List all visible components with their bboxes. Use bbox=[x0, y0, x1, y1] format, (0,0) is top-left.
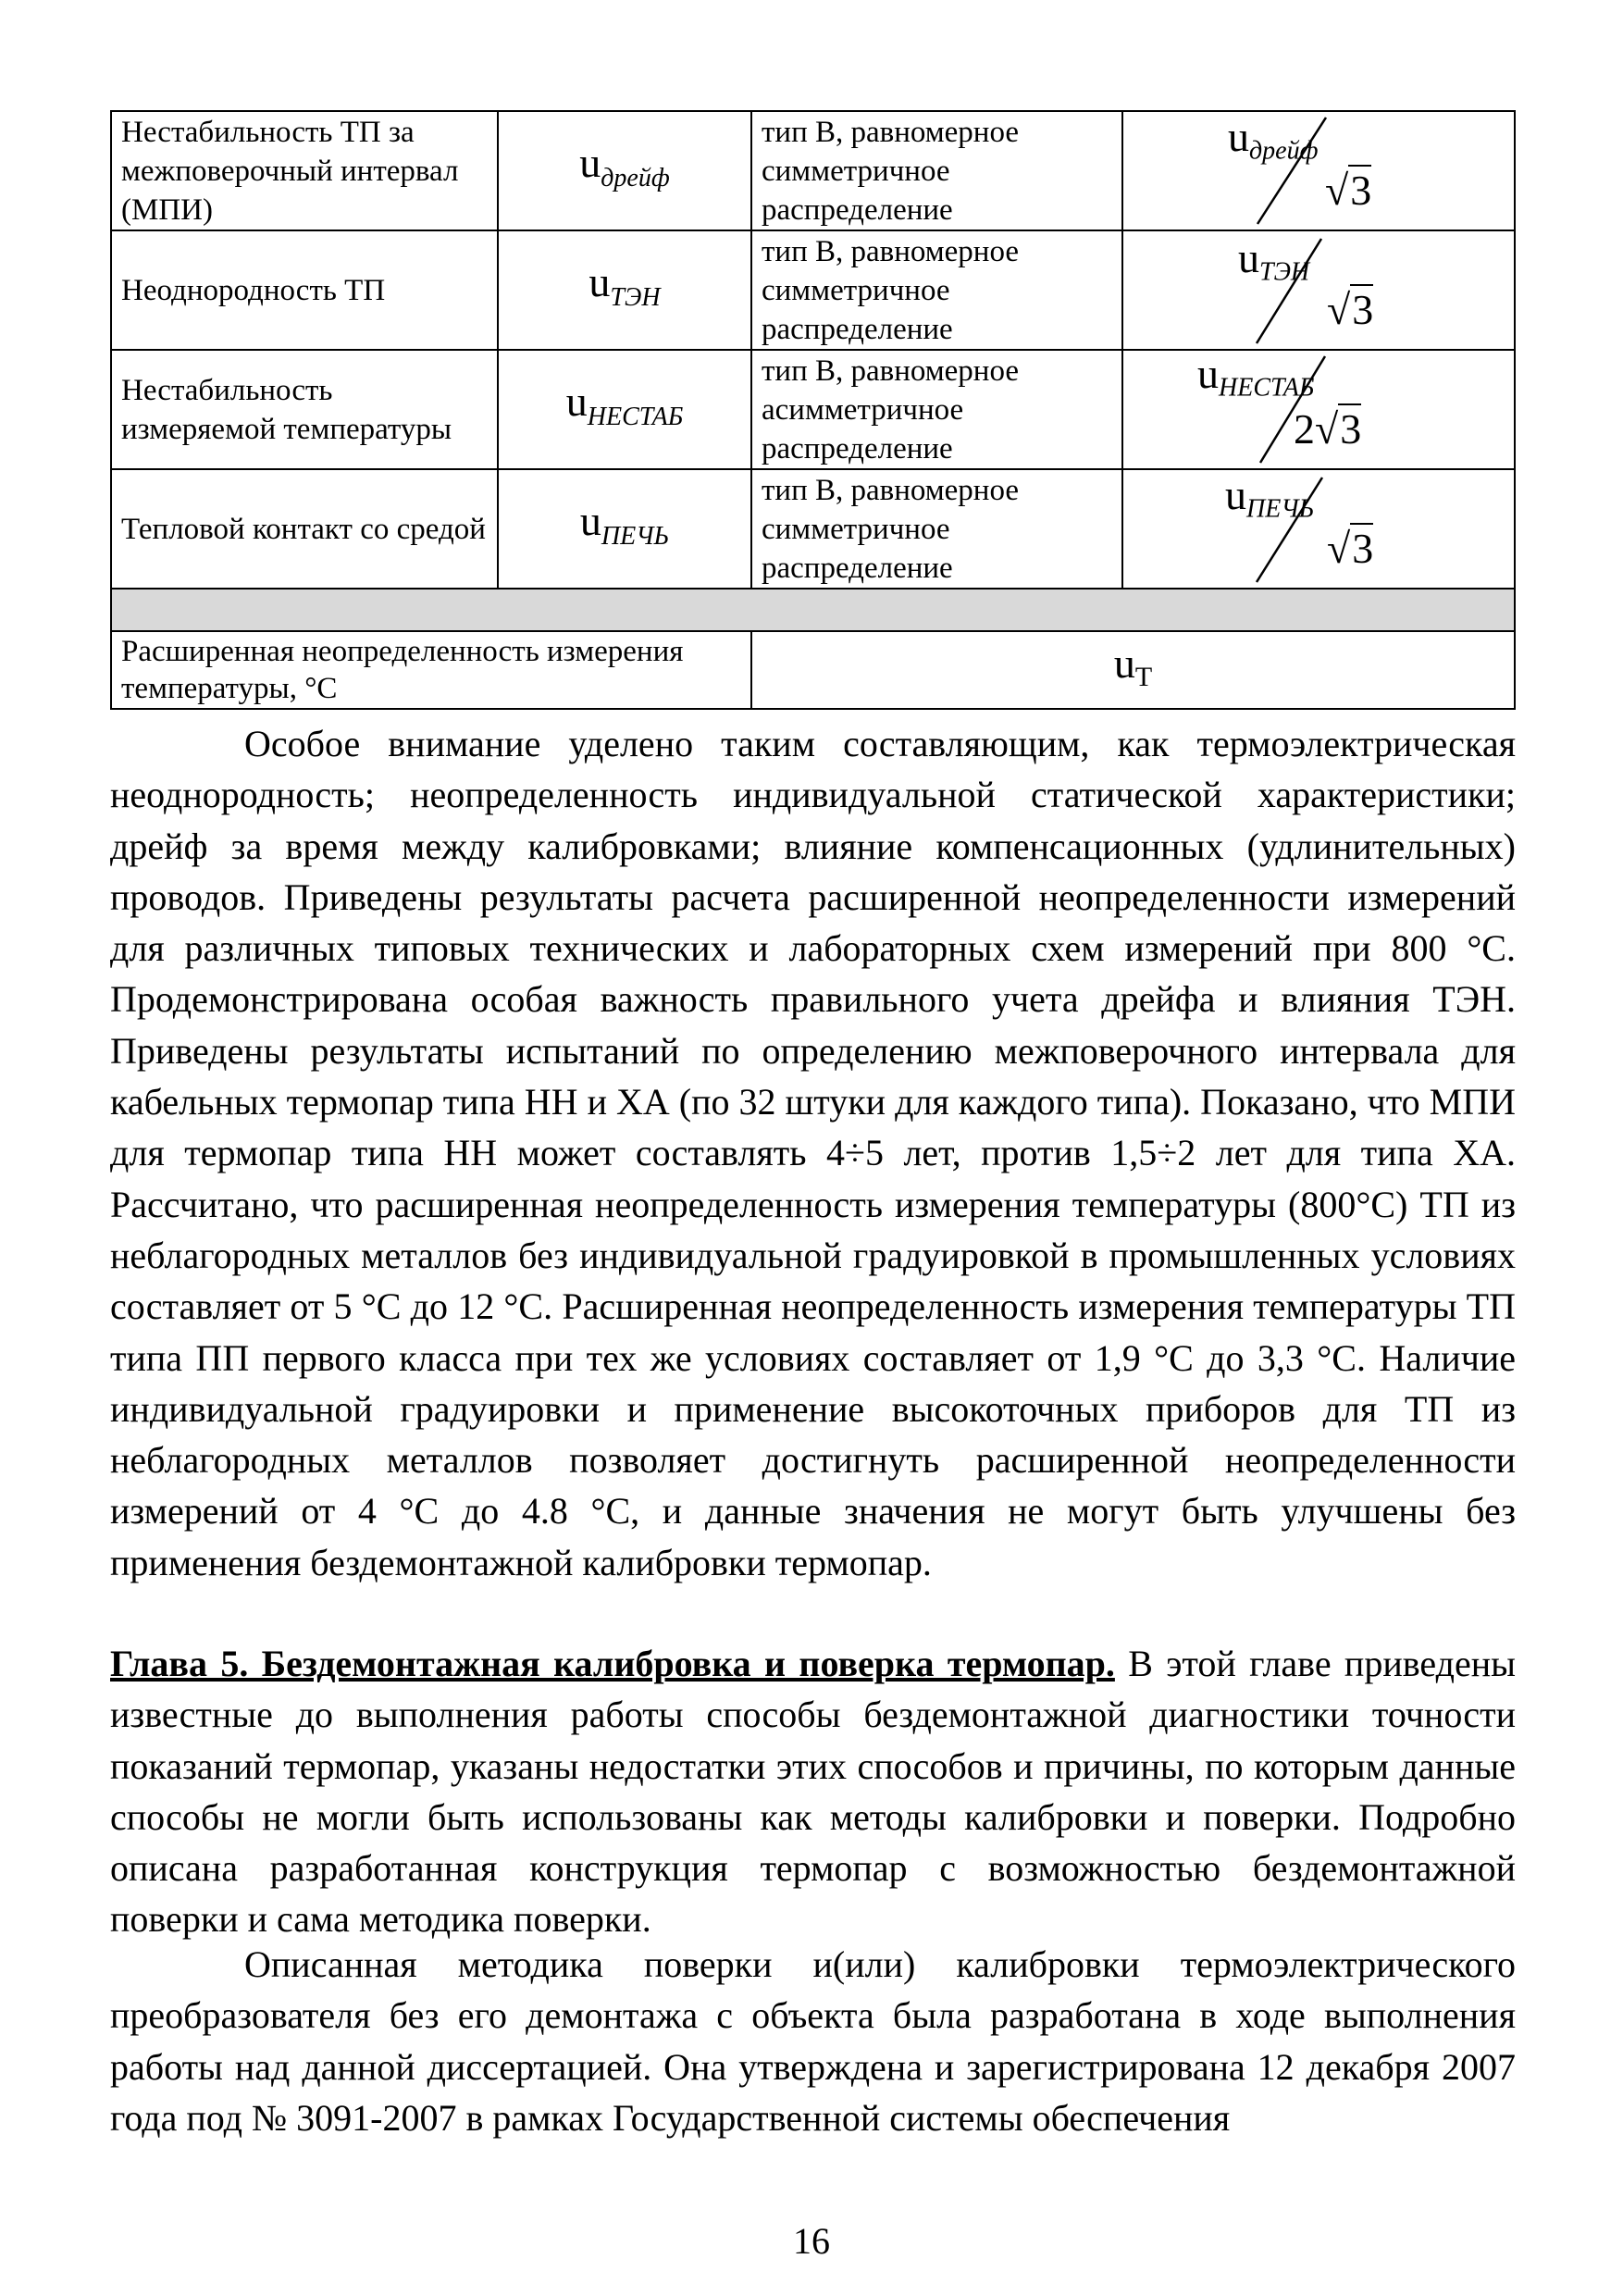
source-cell: Нестабильность измеряемой температуры bbox=[111, 350, 498, 469]
symbol-cell bbox=[498, 111, 751, 230]
uncertainty-symbol: $u_{НЕСТАБ}$ bbox=[565, 378, 684, 431]
distribution-cell: тип B, равномерное симметричное распределение bbox=[751, 111, 1122, 230]
source-cell: Неоднородность ТП bbox=[111, 230, 498, 350]
total-label-cell: Расширенная неопределенность измерения температуры, °С bbox=[111, 631, 751, 709]
uncertainty-symbol: $u_{ТЭН}$ bbox=[588, 258, 661, 312]
expression-numerator: $u_{НЕСТАБ}$ bbox=[1197, 350, 1315, 403]
fraction-slash bbox=[1123, 231, 1468, 349]
symbol-cell bbox=[498, 350, 751, 469]
page-number: 16 bbox=[793, 2220, 830, 2262]
table-total-row bbox=[111, 631, 1515, 709]
expression-denominator: 2√3 bbox=[1294, 405, 1362, 453]
expression-denominator: √3 bbox=[1327, 286, 1374, 333]
chapter-heading: Глава 5. Бездемонтажная калибровка и поверка термопар. bbox=[110, 1643, 1115, 1684]
total-uncertainty-symbol: $u_T$ bbox=[1113, 639, 1153, 692]
expression-numerator: $u_{дрейф}$ bbox=[1228, 113, 1319, 166]
expression-cell bbox=[1122, 350, 1515, 469]
uncertainty-symbol: $u_{ПЕЧЬ}$ bbox=[579, 497, 670, 551]
expression-numerator: $u_{ТЭН}$ bbox=[1238, 234, 1310, 287]
chapter-paragraph: Глава 5. Бездемонтажная калибровка и поверка термопар. В этой главе приведены известные до выполнения работы способы бездемонтажной диагностики точности показаний термопар, указаны недостатки этих способов и причины, по которым данные способы не могли быть использованы как методы калибровки и поверки. Подробно описана разработанная конструкция термопар с возможностью бездемонтажной поверки и сама методика поверки. bbox=[110, 1643, 1517, 1941]
body-paragraph: Описанная методика поверки и(или) калибровки термоэлектрического преобразователя без его демонтажа с объекта была разработана в ходе выполнения работы над данной диссертацией. Она утверждена и зарегистрирована 12 декабря 2007 года под № 3091-2007 в рамках Государственной системы обеспечения bbox=[110, 1943, 1516, 2139]
uncertainty-table bbox=[110, 110, 1516, 710]
table-row bbox=[111, 469, 1515, 589]
body-paragraph: Особое внимание уделено таким составляющим, как термоэлектрическая неоднородность; неопределенность индивидуальной статической характеристики; дрейф за время между калибровками; влияние компенсационных (удлинительных) проводов. Приведены результаты расчета расширенной неопределенности измерений для различных типовых технических и лабораторных схем измерений при 800 °С. Продемонстрирована особая важность правильного учета дрейфа и влияния ТЭН. Приведены результаты испытаний по определению межповерочного интервала для кабельных термопар типа НН и ХА (по 32 штуки для каждого типа). Показано, что МПИ для термопар типа НН может составлять 4÷5 лет, против 1,5÷2 лет для типа ХА. Рассчитано, что расширенная неопределенность измерения температуры (800°С) ТП из неблагородных металлов без индивидуальной градуировкой в промышленных условиях составляет от 5 °С до 12 °С. Расширенная неопределенность измерения температуры ТП типа ПП первого класса при тех же условиях составляет от 1,9 °С до 3,3 °С. Наличие индивидуальной градуировки и применение высокоточных приборов для ТП из неблагородных металлов позволяет достигнуть расширенной неопределенности измерений от 4 °С до 4.8 °С, и данные значения не могут быть улучшены без применения бездемонтажной калибровки термопар. bbox=[110, 723, 1516, 1583]
expression-denominator: √3 bbox=[1327, 525, 1374, 572]
fraction-slash bbox=[1123, 112, 1468, 230]
distribution-cell: тип B, равномерное симметричное распределение bbox=[751, 469, 1122, 589]
source-cell: Тепловой контакт со средой bbox=[111, 469, 498, 589]
distribution-cell: тип B, равномерное асимметричное распределение bbox=[751, 350, 1122, 469]
expression-cell bbox=[1122, 111, 1515, 230]
table-row bbox=[111, 111, 1515, 230]
expression-denominator: √3 bbox=[1325, 167, 1372, 214]
expression-cell bbox=[1122, 469, 1515, 589]
uncertainty-symbol: $u_{дрейф}$ bbox=[579, 139, 670, 192]
table-row bbox=[111, 350, 1515, 469]
expression-cell bbox=[1122, 230, 1515, 350]
total-symbol-cell bbox=[751, 631, 1515, 709]
distribution-cell: тип B, равномерное симметричное распределение bbox=[751, 230, 1122, 350]
table-separator-row bbox=[111, 589, 1515, 631]
source-cell: Нестабильность ТП за межповерочный интервал (МПИ) bbox=[111, 111, 498, 230]
table-row bbox=[111, 230, 1515, 350]
symbol-cell bbox=[498, 230, 751, 350]
fraction-slash bbox=[1123, 470, 1468, 588]
symbol-cell bbox=[498, 469, 751, 589]
expression-numerator: $u_{ПЕЧЬ}$ bbox=[1225, 471, 1315, 524]
